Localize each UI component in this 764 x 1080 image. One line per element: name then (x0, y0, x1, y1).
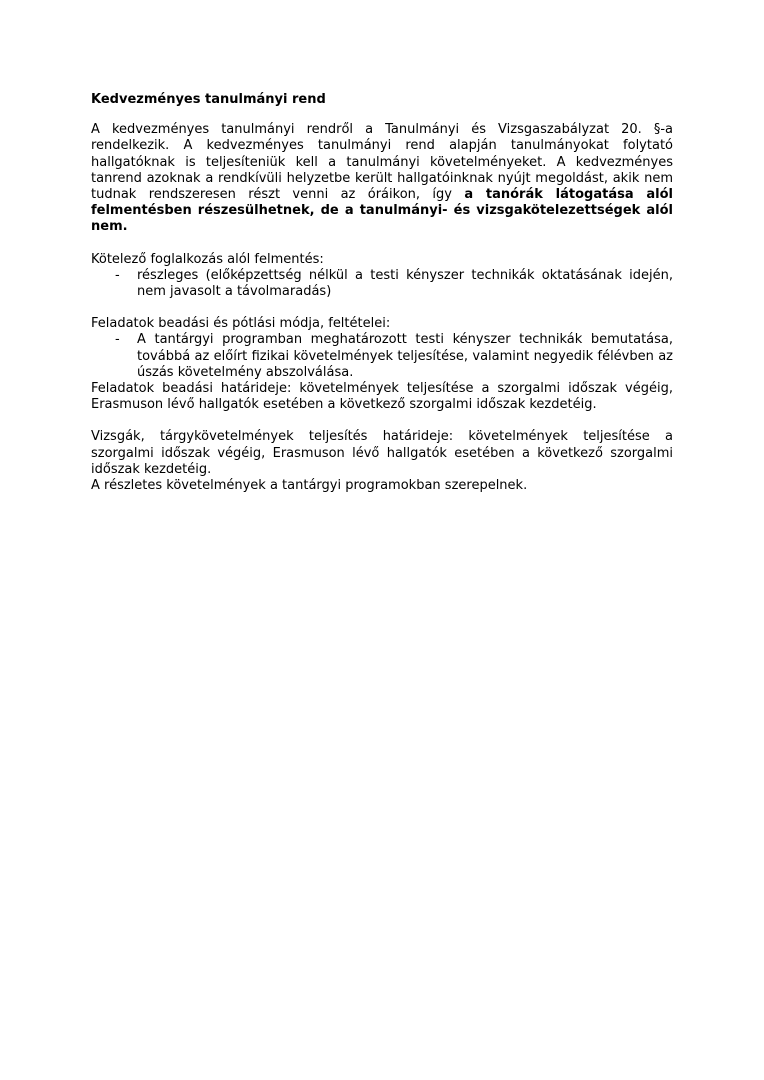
exemption-list (91, 268, 673, 300)
intro-paragraph (91, 122, 673, 235)
document-title: Kedvezményes tanulmányi rend (91, 92, 326, 107)
exemption-heading: Kötelező foglalkozás alól felmentés: (91, 251, 324, 267)
list-item-text: A tantárgyi programban meghatározott testi kényszer technikák bemutatása, továbbá az előírt fizikai követelmények teljesítése, valamint negyedik félévben az úszás követelmény abszolválása. (137, 332, 673, 380)
list-item-text: részleges (előképzettség nélkül a testi kényszer technikák oktatásának idején, nem javasolt a távolmaradás) (137, 267, 673, 300)
details-paragraph: A részletes követelmények a tantárgyi programokban szerepelnek. (91, 478, 528, 494)
list-dash: - (115, 332, 120, 348)
intro-bold-text: a tanórák látogatása alól felmentésben részesülhetnek, de a tanulmányi- és vizsgakötelezettségek alól nem. (91, 187, 674, 235)
list-item (91, 268, 673, 300)
document-page (91, 92, 673, 494)
submission-heading: Feladatok beadási és pótlási módja, feltételei: (91, 316, 391, 332)
exams-paragraph: Vizsgák, tárgykövetelmények teljesítés határideje: követelmények teljesítése a szorgalmi időszak végéig, Erasmuson lévő hallgatók esetében a következő szorgalmi időszak kezdetéig. (91, 429, 673, 477)
intro-text: A kedvezményes tanulmányi rendről a Tanulmányi és Vizsgaszabályzat 20. §-a rendelkezik. A kedvezményes tanulmányi rend alapján tanulmányokat folytató hallgatóknak is teljesíteniük kell a tanulmányi követelményeket. A kedvezményes tanrend azoknak a rendkívüli helyzetbe került hallgatóinknak nyújt megoldást, akik nem tudnak rendszeresen részt venni az óráikon, így (91, 122, 673, 203)
submission-list (91, 332, 673, 381)
list-dash: - (115, 267, 120, 283)
submission-deadline: Feladatok beadási határideje: követelmények teljesítése a szorgalmi időszak végéig, Erasmuson lévő hallgatók esetében a következő szorgalmi időszak kezdetéig. (91, 381, 673, 413)
list-item (91, 332, 673, 381)
